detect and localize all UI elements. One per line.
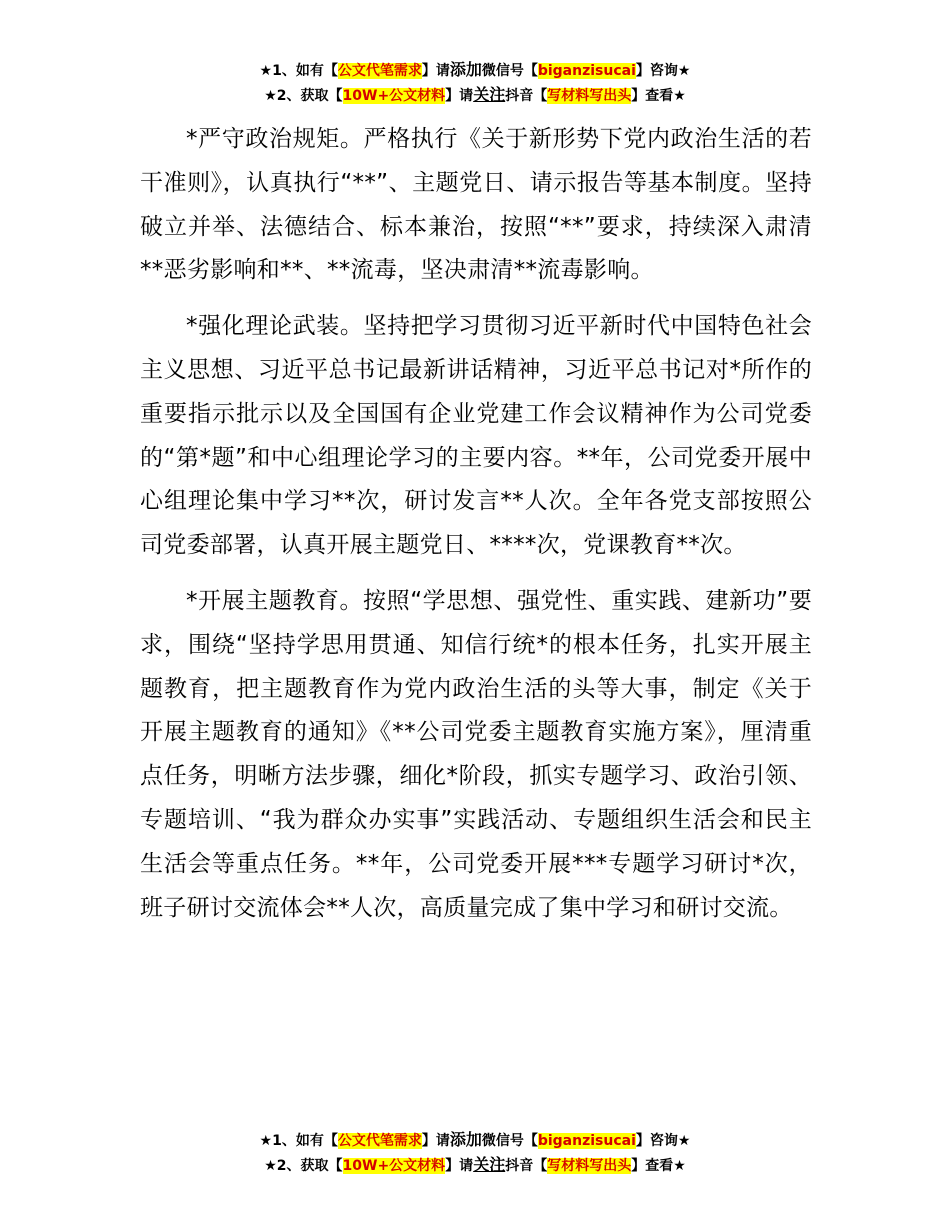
highlight-service: 公文代笔需求 (337, 1133, 422, 1149)
footer-banner (0, 1128, 950, 1178)
highlight-wechat-id: biganzisucai (537, 63, 636, 79)
highlight-wechat-id: biganzisucai (537, 1133, 636, 1149)
highlight-douyin: 写材料写出头 (547, 88, 632, 104)
banner-text: 【 (323, 63, 338, 79)
banner-text: 】请 (445, 88, 474, 104)
banner-text: ★2、获取【 (264, 1158, 343, 1174)
banner-text: 】查看★ (631, 88, 686, 104)
banner-text: 微信号【 (481, 63, 538, 79)
banner-text: 【 (323, 1133, 338, 1149)
banner-text: 】请 (421, 1133, 450, 1149)
banner-line-1 (0, 1128, 950, 1153)
banner-text: 】查看★ (631, 1158, 686, 1174)
document-body (140, 118, 812, 942)
banner-text: 微信号【 (481, 1133, 538, 1149)
banner-emphasis: 添加 (449, 60, 482, 79)
header-banner (0, 58, 950, 108)
banner-text: 】咨询★ (635, 1133, 691, 1149)
banner-emphasis: 关注 (473, 85, 506, 104)
banner-text: ★1、如有 (259, 63, 324, 79)
banner-text: 】请 (421, 63, 450, 79)
banner-text: ★1、如有 (259, 1133, 324, 1149)
paragraph-political-rules: *严守政治规矩。严格执行《关于新形势下党内政治生活的若干准则》，认真执行“**”、主题党日、请示报告等基本制度。坚持破立并举、法德结合、标本兼治，按照“**”要求，持续深入肃清**恶劣影响和**、**流毒，坚决肃清**流毒影响。 (140, 126, 812, 284)
banner-text: 抖音【 (505, 1158, 548, 1174)
paragraph-theory-study: *强化理论武装。坚持把学习贯彻习近平新时代中国特色社会主义思想、习近平总书记最新讲话精神，习近平总书记对*所作的重要指示批示以及全国国有企业党建工作会议精神作为公司党委的“第*题”和中心组理论学习的主要内容。**年，公司党委开展中心组理论集中学习**次，研讨发言**人次。全年各党支部按照公司党委部署，认真开展主题党日、****次，党课教育**次。 (140, 313, 812, 559)
banner-text: 】请 (445, 1158, 474, 1174)
banner-line-2 (0, 1153, 950, 1178)
highlight-materials: 10W+公文材料 (342, 88, 446, 104)
banner-line-1 (0, 58, 950, 83)
highlight-douyin: 写材料写出头 (547, 1158, 632, 1174)
banner-text: 抖音【 (505, 88, 548, 104)
banner-line-2 (0, 83, 950, 108)
banner-emphasis: 添加 (449, 1130, 482, 1149)
highlight-service: 公文代笔需求 (337, 63, 422, 79)
paragraph-theme-education: *开展主题教育。按照“学思想、强党性、重实践、建新功”要求，围绕“坚持学思用贯通、知信行统*的根本任务，扎实开展主题教育，把主题教育作为党内政治生活的头等大事，制定《关于开展主题教育的通知》《**公司党委主题教育实施方案》，厘清重点任务，明晰方法步骤，细化*阶段，抓实专题学习、政治引领、专题培训、“我为群众办实事”实践活动、专题组织生活会和民主生活会等重点任务。**年，公司党委开展***专题学习研讨*次，班子研讨交流体会**人次，高质量完成了集中学习和研讨交流。 (140, 587, 812, 921)
banner-text: ★2、获取【 (264, 88, 343, 104)
banner-text: 】咨询★ (635, 63, 691, 79)
highlight-materials: 10W+公文材料 (342, 1158, 446, 1174)
banner-emphasis: 关注 (473, 1155, 506, 1174)
